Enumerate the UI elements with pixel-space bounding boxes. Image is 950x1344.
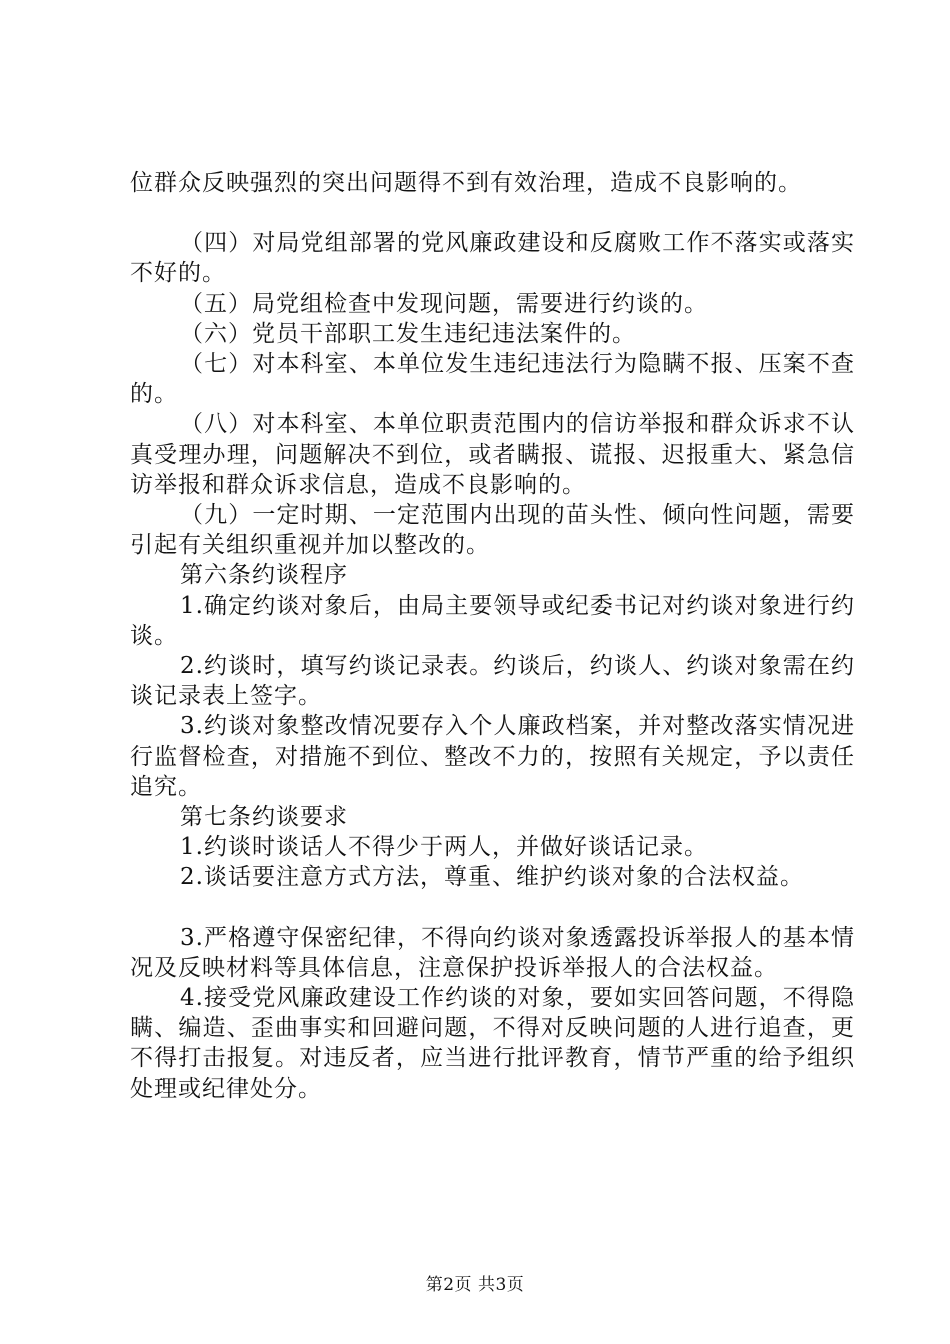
article-7-heading: 第七条约谈要求 (180, 804, 348, 831)
requirement-1: 1.约谈时谈话人不得少于两人，并做好谈话记录。 (180, 834, 708, 861)
requirement-4: 4.接受党风廉政建设工作约谈的对象，要如实回答问题，不得隐瞒、编造、歪曲事实和回避问题，不得对反映问题的人进行追查，更不得打击报复。对违反者，应当进行批评教育，情节严重的给予组织处理或纪律处分。 (130, 985, 855, 1102)
document-body (130, 168, 855, 1104)
requirement-2: 2.谈话要注意方式方法，尊重、维护约谈对象的合法权益。 (180, 864, 804, 891)
paragraph-item-4: （四）对局党组部署的党风廉政建设和反腐败工作不落实或落实不好的。 (130, 230, 855, 287)
procedure-step-1: 1.确定约谈对象后，由局主要领导或纪委书记对约谈对象进行约谈。 (130, 592, 855, 649)
paragraph-item-7: （七）对本科室、本单位发生违纪违法行为隐瞒不报、压案不查的。 (130, 351, 855, 408)
page-number-footer: 第2页 共3页 (425, 1275, 525, 1295)
paragraph-item-9: （九）一定时期、一定范围内出现的苗头性、倾向性问题，需要引起有关组织重视并加以整改的。 (130, 502, 855, 559)
article-6-heading: 第六条约谈程序 (180, 562, 348, 589)
requirement-3: 3.严格遵守保密纪律，不得向约谈对象透露投诉举报人的基本情况及反映材料等具体信息，注意保护投诉举报人的合法权益。 (130, 924, 855, 981)
paragraph-continuation: 位群众反映强烈的突出问题得不到有效治理，造成不良影响的。 (130, 170, 802, 196)
paragraph-item-8: （八）对本科室、本单位职责范围内的信访举报和群众诉求不认真受理办理，问题解决不到位，或者瞒报、谎报、迟报重大、紧急信访举报和群众诉求信息，造成不良影响的。 (130, 411, 855, 498)
procedure-step-2: 2.约谈时，填写约谈记录表。约谈后，约谈人、约谈对象需在约谈记录表上签字。 (130, 653, 855, 710)
paragraph-item-5: （五）局党组检查中发现问题，需要进行约谈的。 (180, 290, 708, 317)
procedure-step-3: 3.约谈对象整改情况要存入个人廉政档案，并对整改落实情况进行监督检查，对措施不到位、整改不力的，按照有关规定，予以责任追究。 (130, 713, 855, 800)
paragraph-item-6: （六）党员干部职工发生违纪违法案件的。 (180, 320, 636, 347)
